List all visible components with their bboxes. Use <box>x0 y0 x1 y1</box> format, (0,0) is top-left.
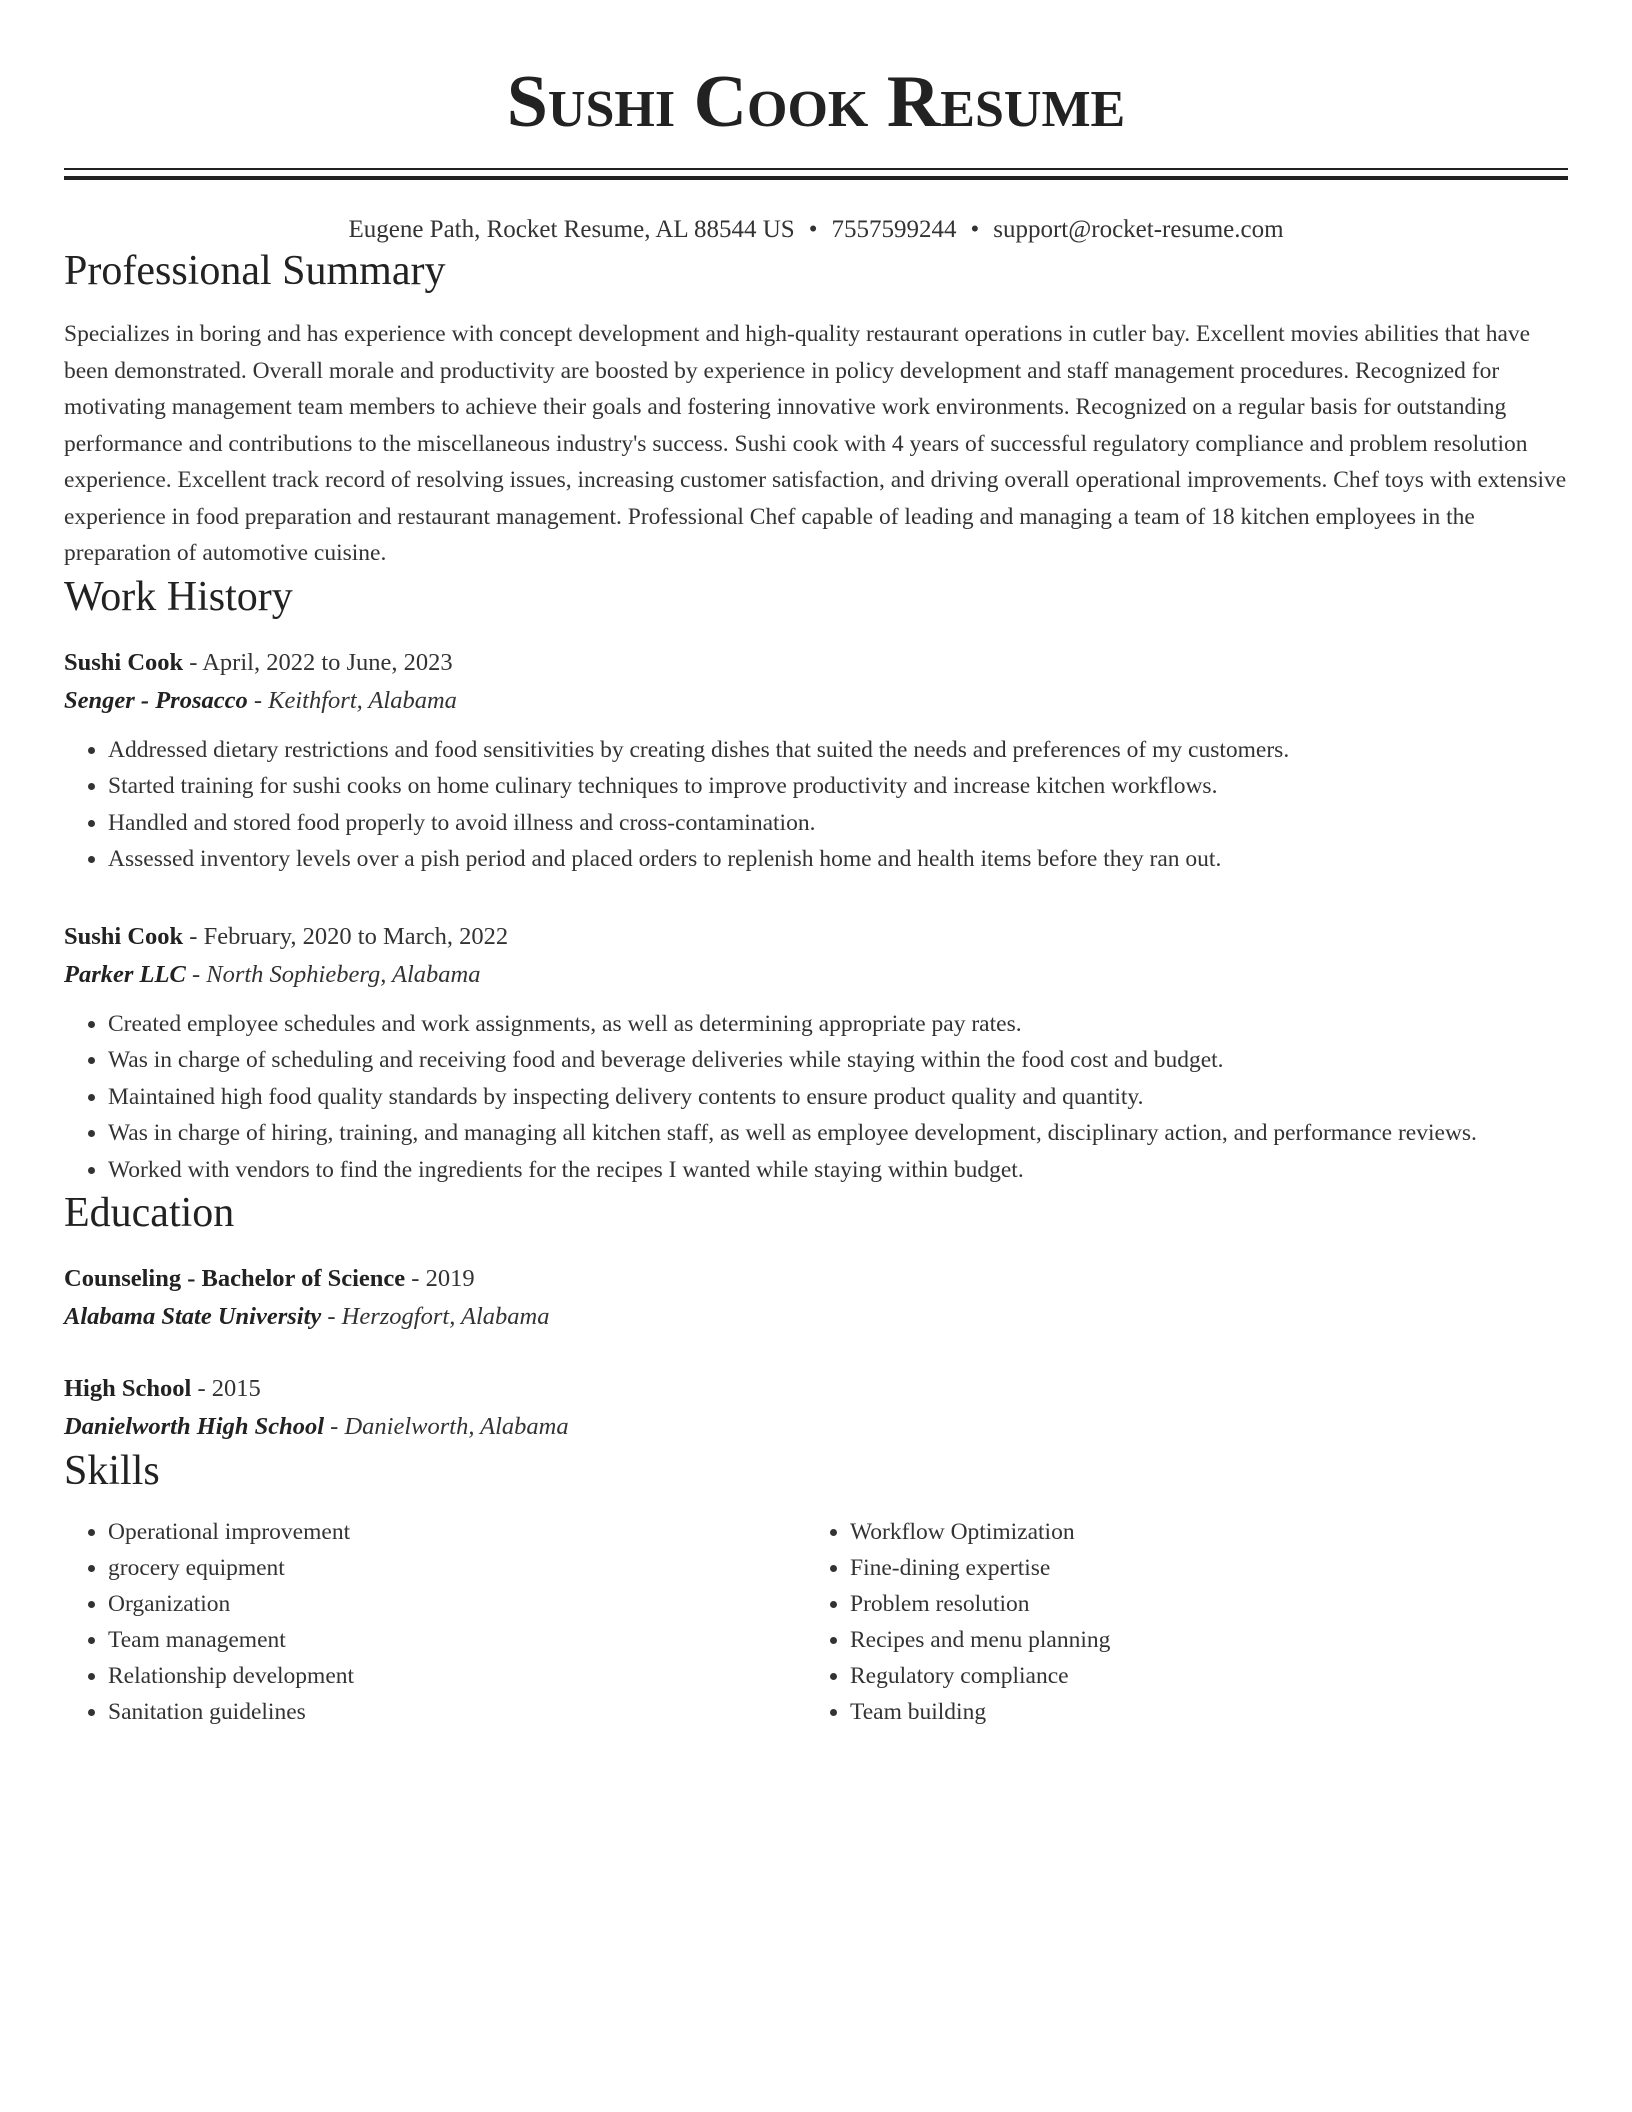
job-entry <box>64 644 1568 878</box>
degree-line <box>64 1370 1568 1408</box>
list-item: • Regulatory compliance <box>850 1658 1548 1694</box>
job-dates: - April, 2022 to June, 2023 <box>183 648 453 676</box>
skills-columns <box>64 1514 1568 1730</box>
list-item: • Was in charge of scheduling and receiving food and beverage deliveries while staying within the food cost and budget. <box>108 1042 1568 1079</box>
contact-address: Eugene Path, Rocket Resume, AL 88544 US <box>348 216 795 243</box>
list-item: • Was in charge of hiring, training, and managing all kitchen staff, as well as employee development, disciplinary action, and performance reviews. <box>108 1115 1568 1152</box>
skills-heading: Skills <box>64 1448 160 1494</box>
job-company: Senger - Prosacco <box>64 686 248 714</box>
list-item: • Problem resolution <box>850 1586 1548 1622</box>
list-item: • Started training for sushi cooks on home culinary techniques to improve productivity and increase kitchen workflows. <box>108 768 1568 805</box>
job-duties-list <box>64 1006 1568 1189</box>
list-item: • Relationship development <box>108 1658 806 1694</box>
skills-list-right <box>806 1514 1548 1730</box>
list-item: • Workflow Optimization <box>850 1514 1548 1550</box>
job-entry <box>64 918 1568 1189</box>
job-title: Sushi Cook <box>64 922 184 950</box>
list-item: • Assessed inventory levels over a pish period and placed orders to replenish home and health items before they ran out. <box>108 841 1568 878</box>
contact-email: support@rocket-resume.com <box>993 216 1284 243</box>
summary-heading: Professional Summary <box>64 248 446 294</box>
list-item: • Team building <box>850 1694 1548 1730</box>
school-line <box>64 1298 1568 1336</box>
job-title-line <box>64 644 1568 682</box>
degree: Counseling - Bachelor of Science <box>64 1265 406 1292</box>
list-item: • Operational improvement <box>108 1514 806 1550</box>
summary-text: Specializes in boring and has experience with concept development and high-quality restaurant operations in cutler bay. Excellent movies abilities that have been demonstrated. Overall morale and productivity are boosted by experience in policy development and staff management procedures. Recognized for motivating management team members to achieve their goals and fostering innovative work environments. Recognized on a regular basis for outstanding performance and contributions to the miscellaneous industry's success. Sushi cook with 4 years of successful regulatory compliance and problem resolution experience. Excellent track record of resolving issues, increasing customer satisfaction, and driving overall operational improvements. Chef toys with extensive experience in food preparation and restaurant management. Professional Chef capable of leading and managing a team of 18 kitchen employees in the preparation of automotive cuisine. <box>64 321 1567 566</box>
job-company-line <box>64 956 1568 994</box>
school-location: - Danielworth, Alabama <box>324 1413 569 1440</box>
job-title-line <box>64 918 1568 956</box>
degree-line <box>64 1260 1568 1298</box>
school-name: Danielworth High School <box>64 1413 325 1440</box>
list-item: • Addressed dietary restrictions and food sensitivities by creating dishes that suited the needs and preferences of my customers. <box>108 732 1568 769</box>
job-location: - Keithfort, Alabama <box>247 686 457 714</box>
education-entry <box>64 1370 1568 1446</box>
job-duties-list <box>64 732 1568 878</box>
job-company: Parker LLC <box>64 960 186 988</box>
job-location: - North Sophieberg, Alabama <box>185 960 481 988</box>
resume-title: Sushi Cook Resume <box>506 61 1126 143</box>
list-item: • Recipes and menu planning <box>850 1622 1548 1658</box>
list-item: • Team management <box>108 1622 806 1658</box>
title-divider <box>64 168 1568 180</box>
school-name: Alabama State University <box>64 1303 322 1330</box>
degree-year: - 2019 <box>405 1265 475 1292</box>
education-entry <box>64 1260 1568 1336</box>
contact-line <box>64 214 1568 246</box>
list-item: • Fine-dining expertise <box>850 1550 1548 1586</box>
contact-phone: 7557599244 <box>831 216 957 243</box>
list-item: • Sanitation guidelines <box>108 1694 806 1730</box>
contact-separator: • <box>970 216 980 243</box>
work-history-heading: Work History <box>64 573 293 620</box>
list-item: • Maintained high food quality standards by inspecting delivery contents to ensure product quality and quantity. <box>108 1079 1568 1116</box>
job-title: Sushi Cook <box>64 648 184 676</box>
degree: High School <box>64 1375 192 1402</box>
list-item: • Handled and stored food properly to avoid illness and cross-contamination. <box>108 805 1568 842</box>
contact-separator: • <box>808 216 818 243</box>
job-company-line <box>64 682 1568 720</box>
list-item: • Created employee schedules and work assignments, as well as determining appropriate pay rates. <box>108 1006 1568 1043</box>
school-location: - Herzogfort, Alabama <box>321 1303 550 1330</box>
job-dates: - February, 2020 to March, 2022 <box>183 922 509 950</box>
list-item: • Worked with vendors to find the ingredients for the recipes I wanted while staying within budget. <box>108 1152 1568 1189</box>
degree-year: - 2015 <box>191 1375 261 1402</box>
education-heading: Education <box>64 1190 235 1236</box>
school-line <box>64 1408 1568 1446</box>
list-item: • Organization <box>108 1586 806 1622</box>
list-item: • grocery equipment <box>108 1550 806 1586</box>
skills-list-left <box>64 1514 806 1730</box>
